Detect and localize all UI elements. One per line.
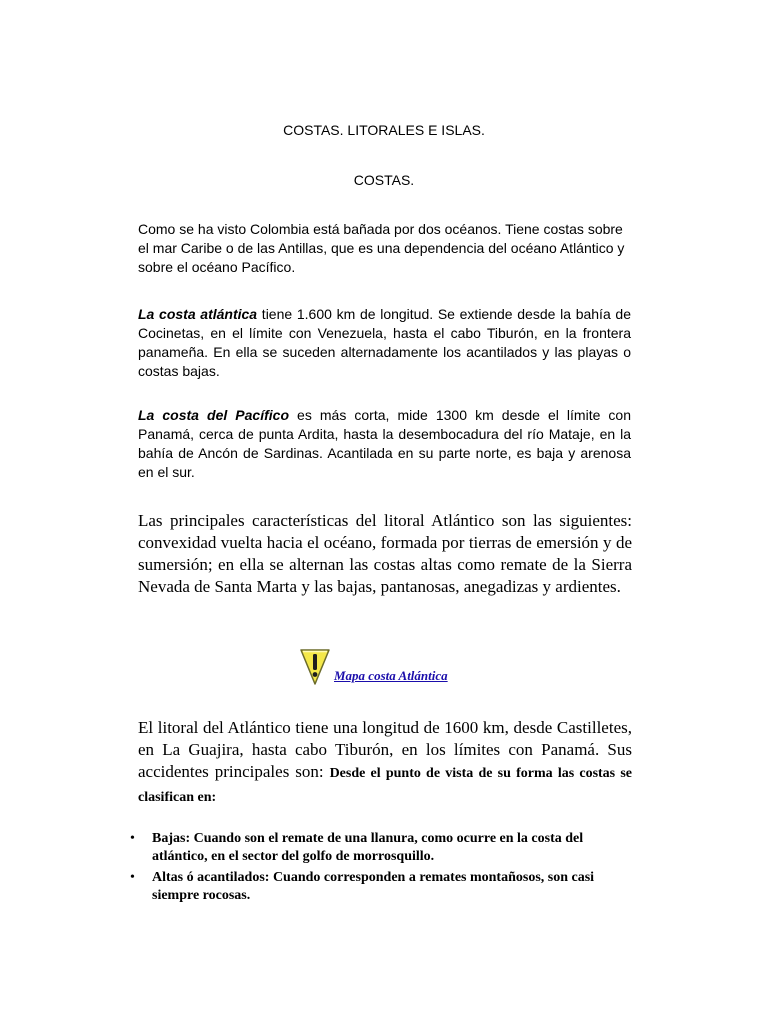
atlantic-paragraph [138,305,631,381]
atlantic-lead: La costa atlántica [138,306,258,322]
warning-icon [298,644,332,686]
bullet-icon: • [130,831,135,846]
pacific-paragraph [138,406,631,482]
map-link[interactable]: Mapa costa Atlántica [334,668,448,683]
section-heading: COSTAS. [353,172,415,188]
list-item-text: Altas ó acantilados: Cuando corresponden a remates montañosos, son casi siempre rocosas. [152,870,595,903]
litoral-strong: Desde el punto de vista de su forma las costas se clasifican en: [138,766,632,805]
litoral-paragraph [138,717,632,809]
intro-paragraph: Como se ha visto Colombia está bañada por dos océanos. Tiene costas sobre el mar Caribe o de las Antillas, que es una dependencia del océano Atlántico y sobre el océano Pacífico. [138,221,625,275]
characteristics-paragraph: Las principales características del litoral Atlántico son las siguientes: convexidad vuelta hacia el océano, formada por tierras de emersión y de sumersión; en ella se alternan las costas altas como remate de la Sierra Nevada de Santa Marta y las bajas, pantanosas, anegadizas y ardientes. [138,511,632,596]
litoral-text: El litoral del Atlántico tiene una longitud de 1600 km, desde Castilletes, en La Guajira, hasta cabo Tiburón, en los límites con Panamá. Sus accidentes principales son: [138,718,632,781]
atlantic-text: tiene 1.600 km de longitud. Se extiende desde la bahía de Cocinetas, en el límite con Venezuela, hasta el cabo Tiburón, en la frontera panameña. En ella se suceden alternadamente los acantilados y las playas o costas bajas. [138,306,632,379]
bullet-icon: • [130,870,135,885]
pacific-lead: La costa del Pacífico [138,407,289,423]
list-item [130,830,635,866]
coast-types-list [130,830,635,908]
list-item-text: Bajas: Cuando son el remate de una llanura, como ocurre en la costa del atlántico, en el sector del golfo de morrosquillo. [152,831,584,864]
document-title: COSTAS. LITORALES E ISLAS. [283,122,485,138]
pacific-text: es más corta, mide 1300 km desde el límite con Panamá, cerca de punta Ardita, hasta la desembocadura del río Mataje, en la bahía de Ancón de Sardinas. Acantilada en su parte norte, es baja y arenosa en el sur. [138,407,632,480]
list-item [130,869,635,905]
